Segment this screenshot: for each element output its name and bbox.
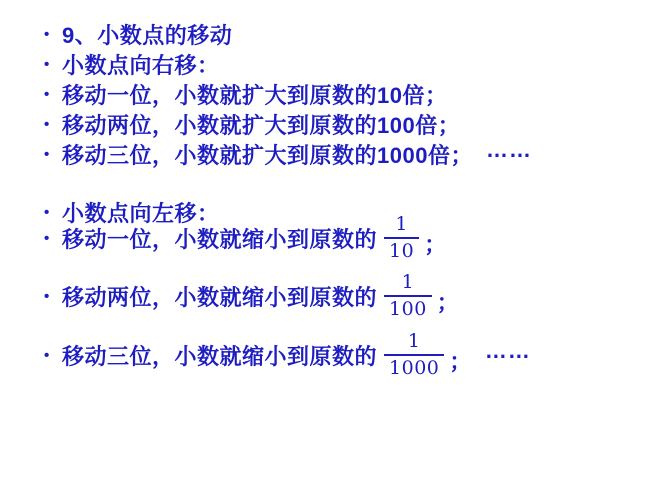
fraction-one-tenth bbox=[384, 215, 419, 261]
fraction-numerator: 1 bbox=[401, 271, 415, 293]
line-text: 移动两位，小数就扩大到原数的100倍； bbox=[62, 112, 461, 138]
line-text: 9、小数点的移动 bbox=[62, 22, 233, 48]
bullet-line-right-1 bbox=[44, 81, 447, 107]
line-punctuation: ； bbox=[449, 349, 472, 374]
bullet-line-title bbox=[44, 21, 232, 47]
fraction-denominator: 10 bbox=[384, 237, 419, 261]
line-text: 移动两位，小数就缩小到原数的 bbox=[62, 284, 378, 310]
bullet-line-right-3 bbox=[44, 137, 532, 168]
bullet-line-right-shift-heading bbox=[44, 51, 220, 77]
ellipsis-text: …… bbox=[485, 137, 532, 162]
fraction-one-thousandth bbox=[384, 332, 444, 378]
line-text: 小数点向左移： bbox=[62, 200, 220, 226]
fraction-denominator: 1000 bbox=[384, 354, 444, 378]
bullet-line-left-3 bbox=[44, 330, 531, 379]
bullet-line-right-2 bbox=[44, 111, 460, 137]
bullet-line-left-2 bbox=[44, 271, 460, 320]
line-punctuation: ； bbox=[424, 232, 447, 257]
line-text: 移动三位，小数就缩小到原数的 bbox=[62, 343, 378, 369]
fraction-one-hundredth bbox=[384, 273, 432, 319]
line-punctuation: ； bbox=[436, 290, 460, 315]
fraction-numerator: 1 bbox=[395, 213, 408, 235]
bullet-icon: • bbox=[44, 203, 50, 221]
line-text: 小数点向右移： bbox=[62, 52, 220, 78]
bullet-icon: • bbox=[44, 346, 50, 364]
bullet-icon: • bbox=[44, 287, 50, 305]
bullet-icon: • bbox=[44, 55, 50, 73]
bullet-icon: • bbox=[44, 25, 50, 43]
bullet-icon: • bbox=[44, 229, 50, 247]
line-text: 移动一位，小数就缩小到原数的 bbox=[62, 226, 378, 252]
fraction-numerator: 1 bbox=[407, 330, 421, 352]
ellipsis-text: …… bbox=[484, 338, 531, 363]
line-text: 移动三位，小数就扩大到原数的1000倍； bbox=[62, 142, 473, 168]
bullet-icon: • bbox=[44, 85, 50, 103]
bullet-icon: • bbox=[44, 145, 50, 163]
fraction-denominator: 100 bbox=[384, 295, 432, 319]
line-text: 移动一位，小数就扩大到原数的10倍； bbox=[62, 82, 448, 108]
bullet-icon: • bbox=[44, 115, 50, 133]
